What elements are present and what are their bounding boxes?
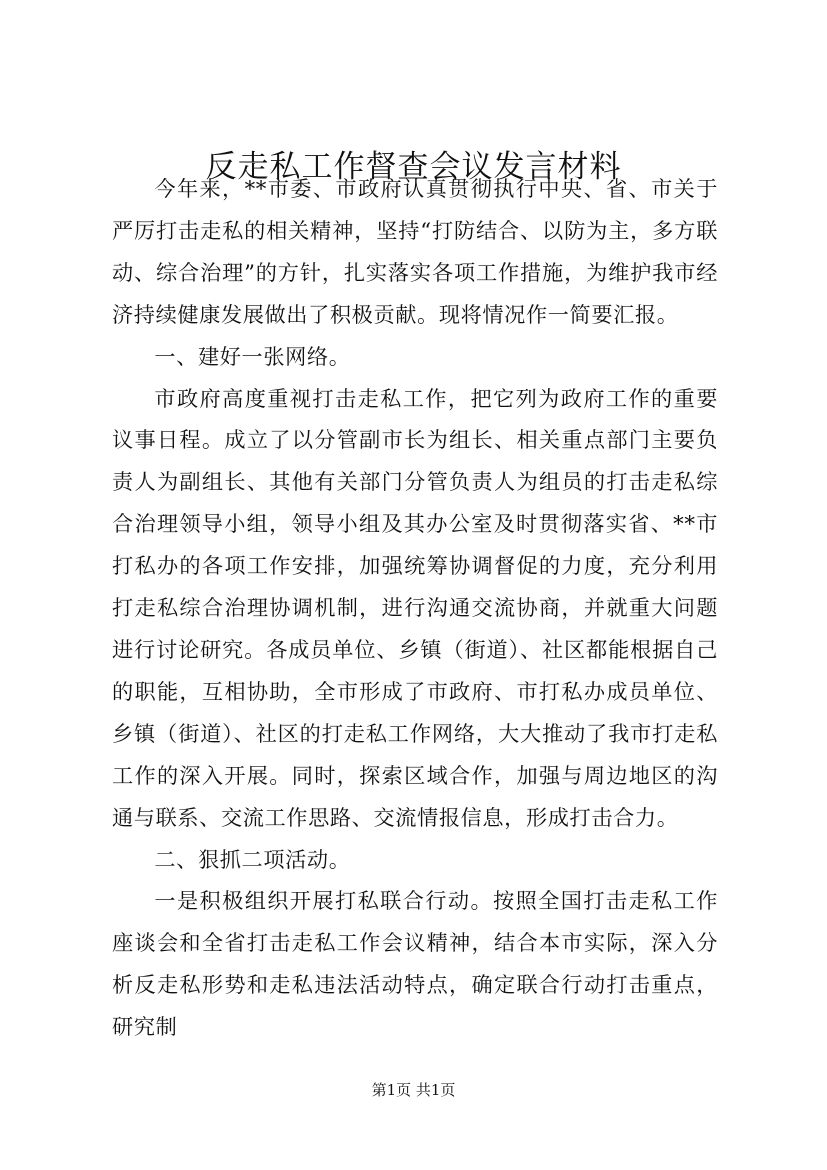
document-body <box>112 168 718 1048</box>
paragraph-network: 市政府高度重视打击走私工作，把它列为政府工作的重要议事日程。成立了以分管副市长为组长、相关重点部门主要负责人为副组长、其他有关部门分管负责人为组员的打击走私综合治理领导小组，领导小组及其办公室及时贯彻落实省、**市打私办的各项工作安排，加强统筹协调督促的力度，充分利用打走私综合治理协调机制，进行沟通交流协商，并就重大问题进行讨论研究。各成员单位、乡镇（街道）、社区都能根据自己的职能，互相协助，全市形成了市政府、市打私办成员单位、乡镇（街道）、社区的打走私工作网络，大大推动了我市打走私工作的深入开展。同时，探索区域合作，加强与周边地区的沟通与联系、交流工作思路、交流情报信息，形成打击合力。 <box>112 385 718 830</box>
section-heading-1: 一、建好一张网络。 <box>154 343 351 369</box>
section-heading-2: 二、狠抓二项活动。 <box>154 846 351 872</box>
document-title: 反走私工作督查会议发言材料 <box>205 149 622 185</box>
page-footer: 第1页 共1页 <box>371 1081 456 1099</box>
paragraph-joint-action: 一是积极组织开展打私联合行动。按照全国打击走私工作座谈会和全省打击走私工作会议精神，结合本市实际，深入分析反走私形势和走私违法活动特点，确定联合行动打击重点，研究制 <box>112 888 718 1040</box>
paragraph-intro: 今年来，**市委、市政府认真贯彻执行中央、省、市关于严厉打击走私的相关精神，坚持“打防结合、以防为主，多方联动、综合治理”的方针，扎实落实各项工作措施，为维护我市经济持续健康发展做出了积极贡献。现将情况作一简要汇报。 <box>112 176 718 327</box>
